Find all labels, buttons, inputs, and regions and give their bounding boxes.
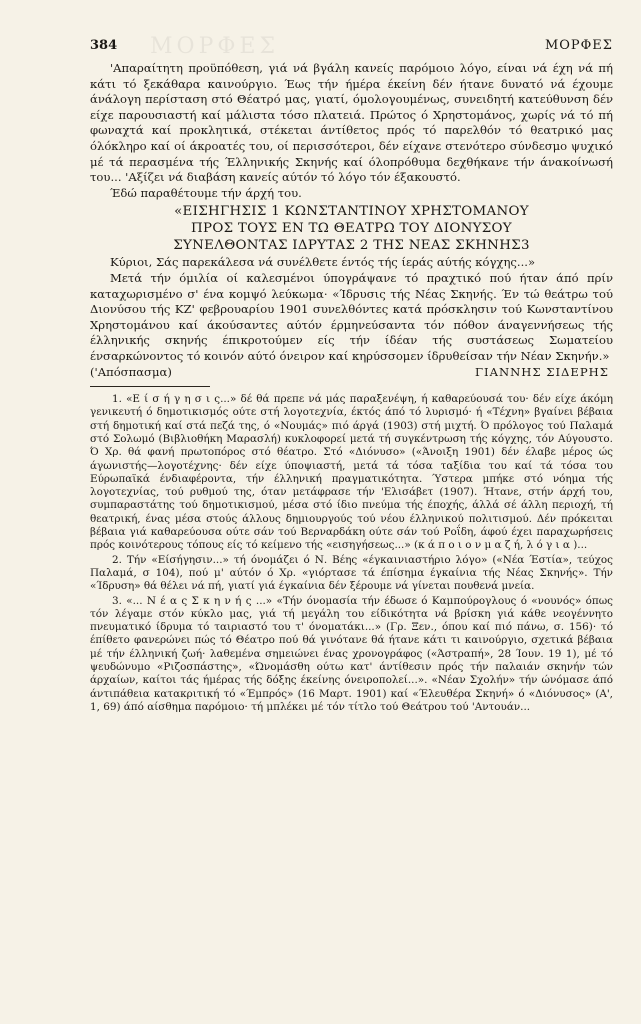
author-name: ΓΙΑΝΝΗΣ ΣΙΔΕΡΗΣ: [474, 364, 609, 379]
body-paragraph: 'Απαραίτητη προϋπόθεση, γιά νά βγάλη κανείς παρόμοιο λόγο, είναι νά έχη νά πή κάτι τό ξεκάθαρα καινούργιο. Έως τήν ήμέρα έκείνη δέν ήτανε δυνατό νά έχουμε άνάλογη περίσταση στό Θέατρό μας, γιατί, όμολογουμένως, συνειδητή κατεύθυνση δέν είχε παρουσιαστή καί μάλιστα τόσο πλατειά. Πρώτος ό Χρηστομάνος, χωρίς νά τό πή φωναχτά καί προκλητικά, στέκεται άντίθετος πρός τό παρελθόν τό θεατρικό μας όλόκληρο καί οί άκροατές του, οί περισσότεροι, δέν είχανε στενότερο σύνδεσμο ψυχικό μέ τά περασμένα τής Έλληνικής Σκηνής καί όλοπρόθυμα δεχθήκανε τήν άνακοίνωσή του... 'Αξίζει νά διαβάση κανείς αύτόν τό λόγο τόν έξακουστό.: [90, 61, 613, 185]
running-title: ΜΟΡΦΕΣ: [544, 38, 613, 53]
speech-title: [90, 203, 613, 254]
speech-text: [90, 255, 613, 364]
speech-title-line: «ΕΙΣΗΓΗΣΙΣ 1 ΚΩΝΣΤΑΝΤΙΝΟΥ ΧΡΗΣΤΟΜΑΝΟΥ: [174, 204, 529, 220]
speech-paragraph: Μετά τήν όμιλία οί καλεσμένοι ύπογράψανε τό πραχτικό πού ήταν άπό πρίν καταχωρισμένο σ' ένα κομψό λεύκωμα· «Ίδρυσις τής Νέας Σκηνής. Έν τώ θεάτρω τού Διονύσου τής ΚΖ' φεβρουαρίου 1901 συνελθόντες κατά πρόσκλησιν τού Κωνσταντίνου Χρηστομάνου καί άκούσαντες αύτόν έρμηνεύσαντα τόν πόθον άναγεννήσεως τής έλληνικής σκηνής έπικροτούμεν είς τήν ίδέαν τής συστάσεως Σωματείου ένσαρκώνοντος τό κοινόν αύτό όνειρον καί κηρύσσομεν ίδρυθείσαν τήν Νέαν Σκηνήν.»: [90, 270, 613, 363]
show-through-text: ΜΟΡΦΕΣ: [150, 34, 280, 59]
main-text: [90, 61, 613, 201]
footnote: 3. «... Ν έ α ς Σ κ η ν ή ς ...» «Τήν όνομασία τήν έδωσε ό Καμπούρογλους ό «νουνός» όπως τόν λέγαμε στόν κύκλο μας, γιά τή μεγάλη του είδικότητα νά βρίσκη γιά κάθε νεογέννητο πνευματικό ίδρυμα τό ταιριαστό του τ' όνοματάκι...» (Γρ. Ξεν., όπου καί πιό πάνω, σ. 156)· τό έπίθετο φανερώνει πώς τό Θέατρο πού θά γινότανε θά ήτανε κάτι τι καινούργιο, σχετικά βέβαια μέ τήν έλληνική ζωή· λαθεμένα σημειώνει ένας χρονογράφος («Άστραπή», 28 Ίουν. 19 1), μέ τό ψευδώνυμο «Ριζοσπάστης», «Ώνομάσθη ούτω κατ' άντίθεσιν πρός τήν παλαιάν σκηνήν τών άρχαίων, καίτοι τάς ήμέρας τής δόξης έκείνης όνειροπολεί...». «Νέαν Σχολήν» τήν ώνόμασε άπό άντιπάθεια κατακριτική τό «Έμπρός» (16 Μαρτ. 1901) καί «Έλευθέρα Σκηνή» ό «Διόνυσος» (Α', 1, 69) άπό αίσθημα παρόμοιο· τή μπλέκει μέ τόν τίτλο τού Θεάτρου τού 'Αντουάν...: [90, 594, 613, 713]
source-note: ('Απόσπασμα): [90, 364, 172, 379]
footnotes: [90, 393, 613, 714]
speech-title-line: ΣΥΝΕΛΘΟΝΤΑΣ ΙΔΡΥΤΑΣ 2 ΤΗΣ ΝΕΑΣ ΣΚΗΝΗΣ3: [173, 238, 530, 254]
body-paragraph: Έδώ παραθέτουμε τήν άρχή του.: [110, 185, 302, 200]
source-line: [90, 365, 613, 381]
speech-paragraph: Κύριοι, Σάς παρεκάλεσα νά συνέλθετε έντός τής ίεράς αύτής κόγχης...»: [110, 255, 536, 270]
page-number: 384: [90, 38, 118, 53]
footnote: 1. «Ε ί σ ή γ η σ ι ς...» δέ θά πρεπε νά μάς παραξενέψη, ή καθαρεύουσά του· δέν είχε άκόμη γενικευτή ό δημοτικισμός ούτε στή λογοτεχνία, έκτός άπό τό λυρισμό· ή «Τέχνη» βγαίνει βέβαια στή δημοτική καί στά πεζά της, ό «Νουμάς» πιό άργά (1903) στή μιχτή. Ό πρόλογος τού Παλαμά στό Σολωμό (Βιβλιοθήκη Μαρασλή) κυκλοφορεί μετά τή συγκέντρωση τής κόγχης, τόν Αύγουστο. Ό Χρ. θά φανή πρωτοπόρος στό θέατρο. Στό «Διόνυσο» («Άνοιξη 1901) δέν έλαβε μέρος ώς άγωνιστής—λογοτέχνης· δέν είχε ύποψιαστή, μετά τά τόσα ταξίδια του καί τά τόσα του Εύρωπαϊκά ένδιαφέροντα, τήν έλληνική πραγματικότητα. Ύστερα μπήκε στό νόημα τής λογοτεχνίας, τού ρυθμού της, όταν μετάφρασε τήν 'Ελισάβετ (1907). Ήτανε, στήν άρχή του, συμπαραστάτης τού δημοτικισμού, μέσα στό ίδιο πνεύμα τής έποχής, άλλά σέ άλλη περιοχή, τή θεατρική, ένας μέσα στούς άλλους δημιουργούς τού νέου έλληνικού πολιτισμού. Δέν πρόκειται βέβαια γιά καθαρεύουσα ούτε σάν τού Βερναρδάκη ούτε σάν τού Ροΐδη, άφού έχει παραχωρήσεις πρός κοινότερους τόπους είς τό κείμενο τής «εισηγήσεως...» (κ ά π ο ι ο ν μ α ζ ή, λ ό γ ι α )...: [90, 393, 613, 552]
speech-title-line: ΠΡΟΣ ΤΟΥΣ ΕΝ ΤΩ ΘΕΑΤΡΩ ΤΟΥ ΔΙΟΝΥΣΟΥ: [191, 221, 512, 237]
footnote-divider: [90, 386, 210, 387]
footnote: 2. Τήν «Είσήγησιν...» τή όνομάζει ό Ν. Βέης «έγκαινιαστήριο λόγο» («Νέα Έστία», τεύχος Παλαμά, σ 104), πού μ' αύτόν ό Χρ. «γιόρτασε τά έπίσημα έγκαίνια τής Νέας Σκηνής». Τήν «Ίδρυση» θά θέλει νά πή, γιατί γιά έγκαίνια δέν ξέρουμε νά γίνεται πουθενά μνεία.: [90, 553, 613, 593]
